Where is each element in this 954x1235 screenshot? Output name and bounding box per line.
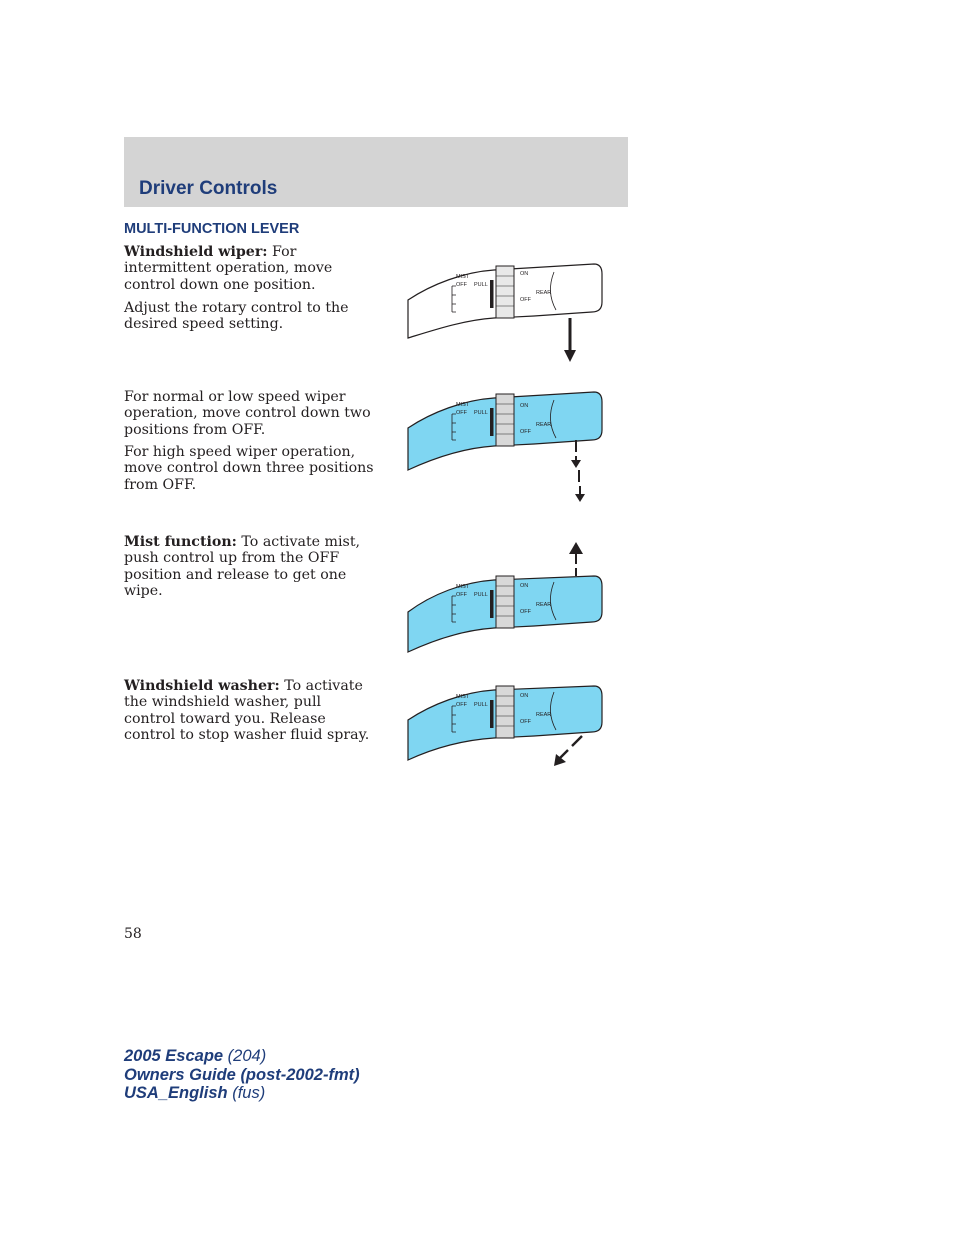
term-windshield-wiper: Windshield wiper: [124, 244, 268, 260]
lever-body [408, 392, 602, 470]
lever-diagram-mist [404, 540, 606, 654]
label-off-rear: OFF [520, 609, 531, 615]
label-rear: REAR [536, 712, 552, 718]
label-off-rear: OFF [520, 429, 531, 435]
lever-diagram-low-high [404, 390, 606, 512]
footer-line-2 [124, 1066, 360, 1085]
term-washer: Windshield washer: [124, 678, 280, 694]
label-off: OFF [456, 702, 467, 708]
label-mist: MIST [456, 584, 470, 590]
label-pull: PULL [474, 282, 488, 288]
lever-body [408, 264, 602, 338]
paragraph-washer [124, 678, 374, 744]
document-footer [124, 1047, 360, 1103]
paragraph-windshield-wiper [124, 244, 382, 293]
label-mist: MIST [456, 402, 470, 408]
footer-line-3 [124, 1084, 360, 1103]
subheading: MULTI-FUNCTION LEVER [124, 221, 300, 237]
footer-line-1 [124, 1047, 360, 1066]
label-on: ON [520, 583, 529, 589]
page-number: 58 [124, 926, 142, 942]
label-rear: REAR [536, 290, 552, 296]
label-pull: PULL [474, 702, 488, 708]
paragraph-low-speed: For normal or low speed wiper operation, move control down two positions from OFF. [124, 389, 371, 438]
arrow-down-2 [579, 470, 580, 494]
footer-language: USA_English [124, 1084, 228, 1102]
label-mist: MIST [456, 694, 470, 700]
label-rear: REAR [536, 422, 552, 428]
label-on: ON [520, 271, 529, 277]
paragraph-text: To activate mist, push control up from the OFF position and release to get one wipe. [124, 534, 361, 600]
arrow-pull-head [554, 754, 566, 766]
label-mist: MIST [456, 274, 470, 280]
lever-diagram-intermittent [404, 262, 606, 366]
term-mist: Mist function: [124, 534, 237, 550]
footer-model-code: (204) [223, 1047, 267, 1065]
label-off-rear: OFF [520, 297, 531, 303]
arrow-up-head [569, 542, 583, 554]
label-on: ON [520, 403, 529, 409]
lever-body [408, 686, 602, 760]
arrow-down-1-head [571, 460, 581, 468]
paragraph-mist [124, 534, 386, 600]
footer-language-code: (fus) [227, 1084, 266, 1102]
arrow-down-head [564, 350, 576, 362]
label-off: OFF [456, 410, 467, 416]
lever-body [408, 576, 602, 652]
paragraph-text: For intermittent operation, move control down one position. [124, 244, 333, 293]
label-on: ON [520, 693, 529, 699]
paragraph-text: To activate the windshield washer, pull control toward you. Release control to stop washer fluid spray. [124, 678, 370, 744]
label-pull: PULL [474, 592, 488, 598]
footer-guide: Owners Guide (post-2002-fmt) [124, 1065, 360, 1084]
arrow-pull [560, 736, 582, 758]
label-rear: REAR [536, 602, 552, 608]
arrow-down-2-head [575, 494, 585, 502]
paragraph-rotary: Adjust the rotary control to the desired speed setting. [124, 300, 349, 333]
label-off: OFF [456, 282, 467, 288]
footer-model: 2005 Escape [124, 1047, 224, 1065]
label-off-rear: OFF [520, 719, 531, 725]
paragraph-high-speed: For high speed wiper operation, move control down three positions from OFF. [124, 444, 374, 493]
lever-diagram-washer [404, 684, 606, 768]
label-off: OFF [456, 592, 467, 598]
label-pull: PULL [474, 410, 488, 416]
section-title: Driver Controls [139, 178, 278, 199]
